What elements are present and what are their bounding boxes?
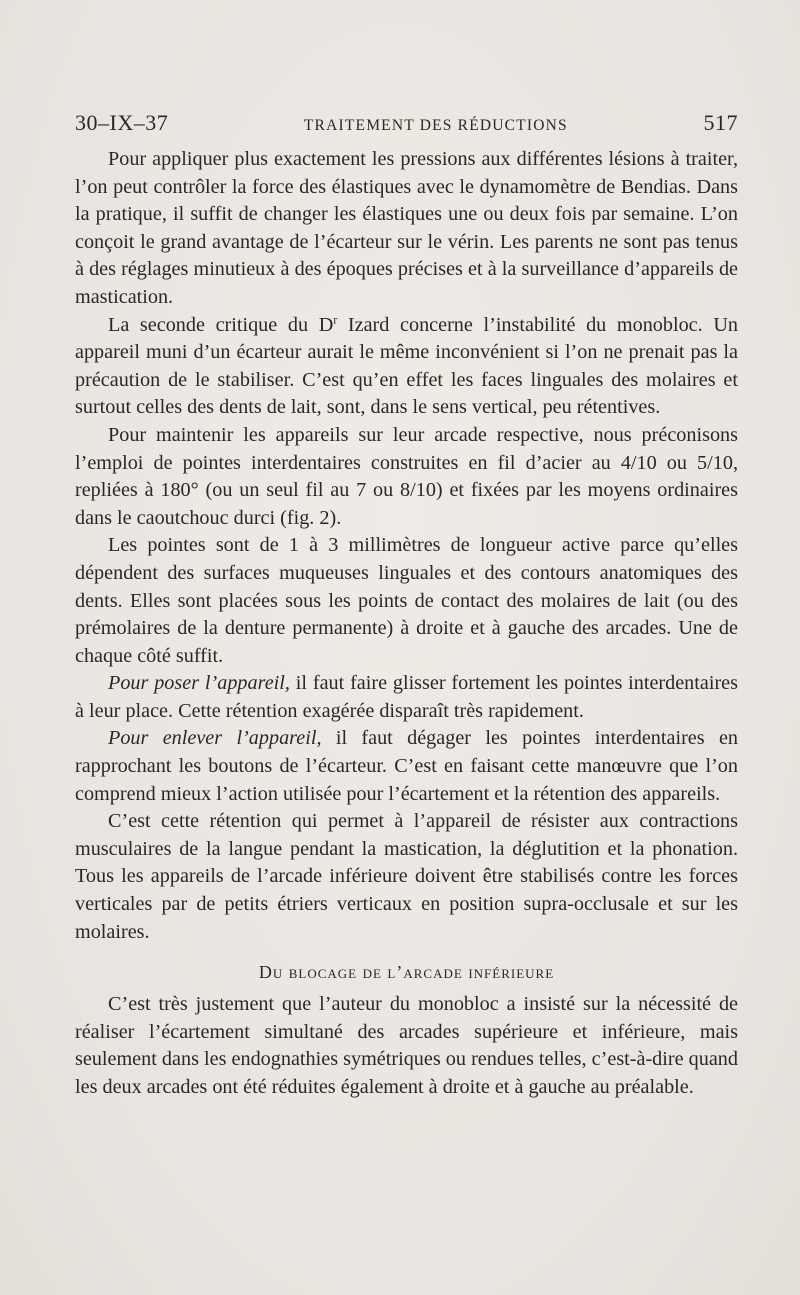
paragraph-1: Pour appliquer plus exactement les pressions aux différentes lésions à traiter, l’on peut contrôler la force des élastiques avec le dynamomètre de Bendias. Dans la pratique, il suffit de changer les élastiques une ou deux fois par semaine. L’on conçoit le grand avantage de l’écarteur sur le vérin. Les parents ne sont pas tenus à des réglages minutieux à des époques précises et à la surveillance d’appareils de mastication.	[75, 148, 738, 308]
paragraph-5	[75, 670, 738, 725]
paragraph-4: Les pointes sont de 1 à 3 millimètres de longueur active parce qu’elles dépendent des surfaces muqueuses linguales et des contours anatomiques des dents. Elles sont placées sous les points de contact des molaires de lait (ou des prémolaires de la denture permanente) à droite et à gauche des arcades. Une de chaque côté suffit.	[75, 534, 738, 667]
paragraph-3: Pour maintenir les appareils sur leur arcade respective, nous préconisons l’emploi de pointes interdentaires construites en fil d’acier au 4/10 ou 5/10, repliées à 180° (ou un seul fil au 7 ou 8/10) et fixées par les moyens ordinaires dans le caoutchouc durci (fig. 2).	[75, 423, 738, 529]
running-header	[75, 110, 738, 136]
paragraph-5-rest: il faut faire glisser fortement les pointes interdentaires à leur place. Cette rétention exagérée disparaît très rapidement.	[75, 672, 738, 722]
header-title: TRAITEMENT DES RÉDUCTIONS	[303, 117, 568, 134]
paragraph-6-rest: il faut dégager les pointes interdentaires en rapprochant les boutons de l’écarteur. C’est en faisant cette manœuvre que l’on comprend mieux l’action utilisée pour l’écartement et la rétention des appareils.	[75, 727, 739, 805]
paragraph-5-italic: Pour poser l’appareil,	[108, 672, 290, 695]
section-heading: Du blocage de l’arcade inférieure	[258, 962, 555, 983]
doctor-superscript: r	[333, 311, 338, 326]
paragraph-2-start: La seconde critique du D	[108, 313, 334, 336]
paragraph-6	[75, 725, 738, 808]
page-number: 517	[703, 110, 738, 135]
paragraph-2	[75, 312, 738, 422]
paragraph-7: C’est cette rétention qui permet à l’appareil de résister aux contractions musculaires de la langue pendant la mastication, la déglutition et la phonation. Tous les appareils de l’arcade inférieure doivent être stabilisés contre les forces verticales par de petits étriers verticaux en position supra-occlusale et sur les molaires.	[75, 810, 738, 943]
paragraph-2-rest: Izard concerne l’instabilité du monobloc. Un appareil muni d’un écarteur aurait le même inconvénient si l’on ne prenait pas la précaution de le stabiliser. C’est qu’en effet les faces linguales des molaires et surtout celles des dents de lait, sont, dans le sens vertical, peu rétentives.	[75, 313, 738, 419]
header-date: 30–IX–37	[75, 110, 169, 135]
body-text	[75, 146, 738, 1102]
paragraph-6-italic: Pour enlever l’appareil,	[108, 727, 322, 750]
paragraph-8: C’est très justement que l’auteur du monobloc a insisté sur la nécessité de réaliser l’écartement simultané des arcades supérieure et inférieure, mais seulement dans les endognathies symétriques ou rendues telles, c’est-à-dire quand les deux arcades ont été réduites également à droite et à gauche au préalable.	[75, 993, 738, 1098]
